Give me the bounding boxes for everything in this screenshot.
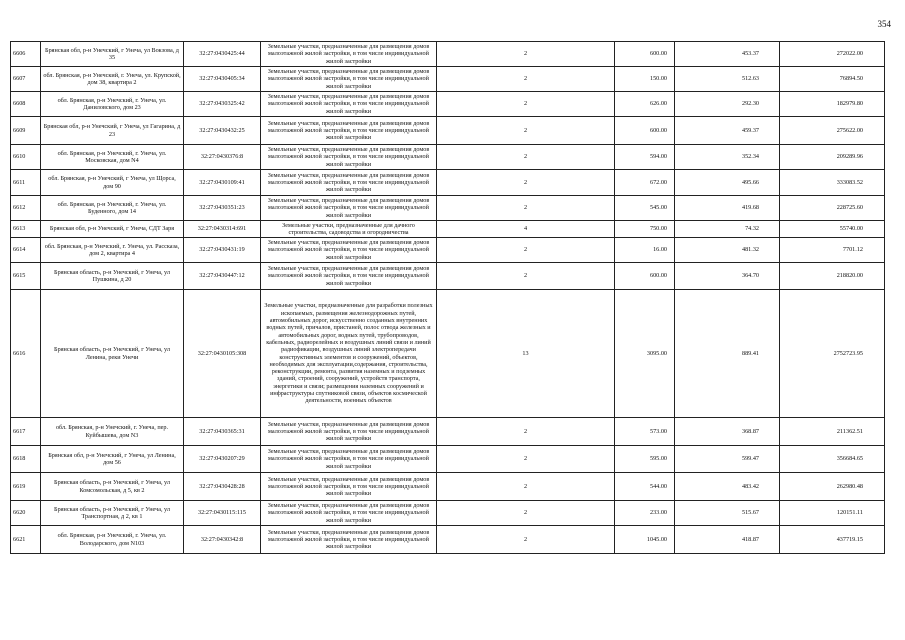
cadastral-value-cell: 120151.11 <box>780 501 885 526</box>
cadastral-value-cell: 437719.15 <box>780 526 885 554</box>
row-number-cell: 6609 <box>11 117 41 145</box>
cadastral-number-cell: 32:27:0430405:34 <box>184 67 261 92</box>
address-cell: Брянская обл, р-н Унечский, г Унеча, ул Гагарина, д 23 <box>41 117 184 145</box>
land-use-cell: Земельные участки, предназначенные для дачного строительства, садоводства и огородничества <box>261 221 437 238</box>
land-use-cell: Земельные участки, предназначенные для размещения домов малоэтажной жилой застройки, в том числе индивидуальной жилой застройки <box>261 196 437 221</box>
area-cell: 545.00 <box>615 196 675 221</box>
table-row <box>11 290 885 418</box>
table-row <box>11 526 885 554</box>
row-number-cell: 6615 <box>11 263 41 290</box>
specific-value-cell: 453.37 <box>675 42 780 67</box>
cadastral-number-cell: 32:27:0430351:23 <box>184 196 261 221</box>
table-row <box>11 501 885 526</box>
table-row <box>11 196 885 221</box>
specific-value-cell: 419.68 <box>675 196 780 221</box>
cadastral-value-cell: 356684.65 <box>780 446 885 473</box>
address-cell: обл. Брянская, р-н Унечский, г. Унеча, ул. Даниловского, дом 23 <box>41 92 184 117</box>
address-cell: обл. Брянская, р-н Унечский, г Унеча, ул Щорса, дом 90 <box>41 170 184 196</box>
specific-value-cell: 512.63 <box>675 67 780 92</box>
table-row <box>11 92 885 117</box>
address-cell: Брянская область, р-н Унечский, г Унеча, ул Транспортная, д 2, кв 1 <box>41 501 184 526</box>
row-number-cell: 6607 <box>11 67 41 92</box>
cadastral-value-cell: 262980.48 <box>780 473 885 501</box>
group-cell: 2 <box>437 446 615 473</box>
address-cell: Брянская обл, р-н Унечский, г Унеча, ул Ленина, дом 56 <box>41 446 184 473</box>
specific-value-cell: 483.42 <box>675 473 780 501</box>
cadastral-number-cell: 32:27:0430342:8 <box>184 526 261 554</box>
land-use-cell: Земельные участки, предназначенные для размещения домов малоэтажной жилой застройки, в том числе индивидуальной жилой застройки <box>261 263 437 290</box>
specific-value-cell: 418.87 <box>675 526 780 554</box>
specific-value-cell: 889.41 <box>675 290 780 418</box>
area-cell: 600.00 <box>615 42 675 67</box>
land-use-cell: Земельные участки, предназначенные для размещения домов малоэтажной жилой застройки, в том числе индивидуальной жилой застройки <box>261 238 437 263</box>
cadastral-value-cell: 218820.00 <box>780 263 885 290</box>
land-use-cell: Земельные участки, предназначенные для размещения домов малоэтажной жилой застройки, в том числе индивидуальной жилой застройки <box>261 92 437 117</box>
land-use-cell: Земельные участки, предназначенные для разработки полезных ископаемых, размещения железнодорожных путей, автомобильных дорог, искусственно созданных внутренних водных путей, причалов, пристаней, полос отвода железных и автомобильных дорог, водных путей, трубопроводов, кабельных, радиорелейных и воздушных линий связи и линий радиофикации, воздушных линий электропередачи конструктивных элементов и сооружений, объектов, необходимых для эксплуатации,содержания, строительства, реконструкции, ремонта, развития наземных и подземных зданий, строений, сооружений, устройств транспорта, энергетики и связи; размещения наземных сооружений и инфраструктуры спутниковой связи, объектов космической деятельности, военных объектов <box>261 290 437 418</box>
area-cell: 600.00 <box>615 117 675 145</box>
cadastral-value-cell: 333083.52 <box>780 170 885 196</box>
table-row <box>11 446 885 473</box>
cadastral-number-cell: 32:27:0430425:44 <box>184 42 261 67</box>
table-row <box>11 263 885 290</box>
specific-value-cell: 292.30 <box>675 92 780 117</box>
row-number-cell: 6617 <box>11 418 41 446</box>
group-cell: 2 <box>437 92 615 117</box>
group-cell: 2 <box>437 526 615 554</box>
table-row <box>11 42 885 67</box>
area-cell: 600.00 <box>615 263 675 290</box>
row-number-cell: 6614 <box>11 238 41 263</box>
area-cell: 16.00 <box>615 238 675 263</box>
row-number-cell: 6613 <box>11 221 41 238</box>
row-number-cell: 6618 <box>11 446 41 473</box>
cadastral-number-cell: 32:27:0430314:691 <box>184 221 261 238</box>
land-use-cell: Земельные участки, предназначенные для размещения домов малоэтажной жилой застройки, в том числе индивидуальной жилой застройки <box>261 418 437 446</box>
area-cell: 1045.00 <box>615 526 675 554</box>
cadastral-value-cell: 209289.96 <box>780 145 885 170</box>
cadastral-value-cell: 275622.00 <box>780 117 885 145</box>
address-cell: Брянская обл, р-н Унечский, г Унеча, СДТ Заря <box>41 221 184 238</box>
land-use-cell: Земельные участки, предназначенные для размещения домов малоэтажной жилой застройки, в том числе индивидуальной жилой застройки <box>261 501 437 526</box>
specific-value-cell: 481.32 <box>675 238 780 263</box>
area-cell: 595.00 <box>615 446 675 473</box>
table-row <box>11 117 885 145</box>
area-cell: 672.00 <box>615 170 675 196</box>
row-number-cell: 6610 <box>11 145 41 170</box>
cadastral-value-cell: 76894.50 <box>780 67 885 92</box>
group-cell: 2 <box>437 473 615 501</box>
cadastral-number-cell: 32:27:0430376:8 <box>184 145 261 170</box>
table-body <box>11 42 885 554</box>
specific-value-cell: 368.87 <box>675 418 780 446</box>
cadastral-number-cell: 32:27:0430428:28 <box>184 473 261 501</box>
row-number-cell: 6608 <box>11 92 41 117</box>
specific-value-cell: 74.32 <box>675 221 780 238</box>
land-use-cell: Земельные участки, предназначенные для размещения домов малоэтажной жилой застройки, в том числе индивидуальной жилой застройки <box>261 170 437 196</box>
group-cell: 2 <box>437 145 615 170</box>
group-cell: 2 <box>437 418 615 446</box>
cadastral-value-cell: 272022.00 <box>780 42 885 67</box>
row-number-cell: 6620 <box>11 501 41 526</box>
area-cell: 573.00 <box>615 418 675 446</box>
land-use-cell: Земельные участки, предназначенные для размещения домов малоэтажной жилой застройки, в том числе индивидуальной жилой застройки <box>261 117 437 145</box>
table-row <box>11 67 885 92</box>
page-number: 354 <box>877 19 891 29</box>
land-use-cell: Земельные участки, предназначенные для размещения домов малоэтажной жилой застройки, в том числе индивидуальной жилой застройки <box>261 42 437 67</box>
cadastral-number-cell: 32:27:0430115:115 <box>184 501 261 526</box>
area-cell: 150.00 <box>615 67 675 92</box>
group-cell: 2 <box>437 238 615 263</box>
specific-value-cell: 352.34 <box>675 145 780 170</box>
address-cell: обл. Брянская, р-н Унечский, г. Унеча, ул. Буденного, дом 14 <box>41 196 184 221</box>
specific-value-cell: 364.70 <box>675 263 780 290</box>
row-number-cell: 6611 <box>11 170 41 196</box>
table-row <box>11 238 885 263</box>
land-use-cell: Земельные участки, предназначенные для размещения домов малоэтажной жилой застройки, в том числе индивидуальной жилой застройки <box>261 446 437 473</box>
specific-value-cell: 599.47 <box>675 446 780 473</box>
table-row <box>11 418 885 446</box>
cadastral-number-cell: 32:27:0430207:29 <box>184 446 261 473</box>
table-row <box>11 145 885 170</box>
group-cell: 2 <box>437 117 615 145</box>
land-use-cell: Земельные участки, предназначенные для размещения домов малоэтажной жилой застройки, в том числе индивидуальной жилой застройки <box>261 67 437 92</box>
address-cell: Брянская обл, р-н Унечский, г Унеча, ул Вокзова, д 35 <box>41 42 184 67</box>
land-use-cell: Земельные участки, предназначенные для размещения домов малоэтажной жилой застройки, в том числе индивидуальной жилой застройки <box>261 526 437 554</box>
table-row <box>11 221 885 238</box>
area-cell: 3095.00 <box>615 290 675 418</box>
cadastral-value-cell: 182979.80 <box>780 92 885 117</box>
address-cell: обл. Брянская, р-н Унечский, г. Унеча, ул. Володарского, дом N103 <box>41 526 184 554</box>
group-cell: 2 <box>437 42 615 67</box>
address-cell: обл. Брянская, р-н Унечский, г. Унеча, ул. Рассказа, дом 2, квартира 4 <box>41 238 184 263</box>
area-cell: 594.00 <box>615 145 675 170</box>
cadastral-value-cell: 2752723.95 <box>780 290 885 418</box>
row-number-cell: 6612 <box>11 196 41 221</box>
group-cell: 13 <box>437 290 615 418</box>
address-cell: Брянская область, р-н Унечский, г Унеча, ул Комсомольская, д 5, кв 2 <box>41 473 184 501</box>
area-cell: 750.00 <box>615 221 675 238</box>
land-plots-table <box>10 41 885 554</box>
cadastral-number-cell: 32:27:0430325:42 <box>184 92 261 117</box>
land-use-cell: Земельные участки, предназначенные для размещения домов малоэтажной жилой застройки, в том числе индивидуальной жилой застройки <box>261 145 437 170</box>
cadastral-value-cell: 228725.60 <box>780 196 885 221</box>
group-cell: 2 <box>437 501 615 526</box>
row-number-cell: 6616 <box>11 290 41 418</box>
cadastral-value-cell: 7701.12 <box>780 238 885 263</box>
group-cell: 2 <box>437 170 615 196</box>
land-use-cell: Земельные участки, предназначенные для размещения домов малоэтажной жилой застройки, в том числе индивидуальной жилой застройки <box>261 473 437 501</box>
cadastral-number-cell: 32:27:0430365:31 <box>184 418 261 446</box>
cadastral-value-cell: 55740.00 <box>780 221 885 238</box>
cadastral-value-cell: 211362.51 <box>780 418 885 446</box>
table-row <box>11 473 885 501</box>
address-cell: обл. Брянская, р-н Унечский, г. Унеча, ул. Крупской, дом 38, квартира 2 <box>41 67 184 92</box>
group-cell: 4 <box>437 221 615 238</box>
cadastral-number-cell: 32:27:0430447:12 <box>184 263 261 290</box>
table-row <box>11 170 885 196</box>
group-cell: 2 <box>437 263 615 290</box>
address-cell: обл. Брянская, р-н Унечский, г. Унеча, ул. Московская, дом N4 <box>41 145 184 170</box>
row-number-cell: 6621 <box>11 526 41 554</box>
group-cell: 2 <box>437 196 615 221</box>
area-cell: 544.00 <box>615 473 675 501</box>
address-cell: обл. Брянская, р-н Унечский, г. Унеча, пер. Куйбышева, дом N3 <box>41 418 184 446</box>
address-cell: Брянская область, р-н Унечский, г Унеча, ул Ленина, реки Унечи <box>41 290 184 418</box>
area-cell: 626.00 <box>615 92 675 117</box>
group-cell: 2 <box>437 67 615 92</box>
area-cell: 233.00 <box>615 501 675 526</box>
specific-value-cell: 495.66 <box>675 170 780 196</box>
cadastral-number-cell: 32:27:0430432:25 <box>184 117 261 145</box>
cadastral-number-cell: 32:27:0430109:41 <box>184 170 261 196</box>
specific-value-cell: 515.67 <box>675 501 780 526</box>
row-number-cell: 6606 <box>11 42 41 67</box>
cadastral-number-cell: 32:27:0430105:308 <box>184 290 261 418</box>
address-cell: Брянская область, р-н Унечский, г Унеча, ул Пушкина, д 20 <box>41 263 184 290</box>
specific-value-cell: 459.37 <box>675 117 780 145</box>
cadastral-number-cell: 32:27:0430431:19 <box>184 238 261 263</box>
row-number-cell: 6619 <box>11 473 41 501</box>
